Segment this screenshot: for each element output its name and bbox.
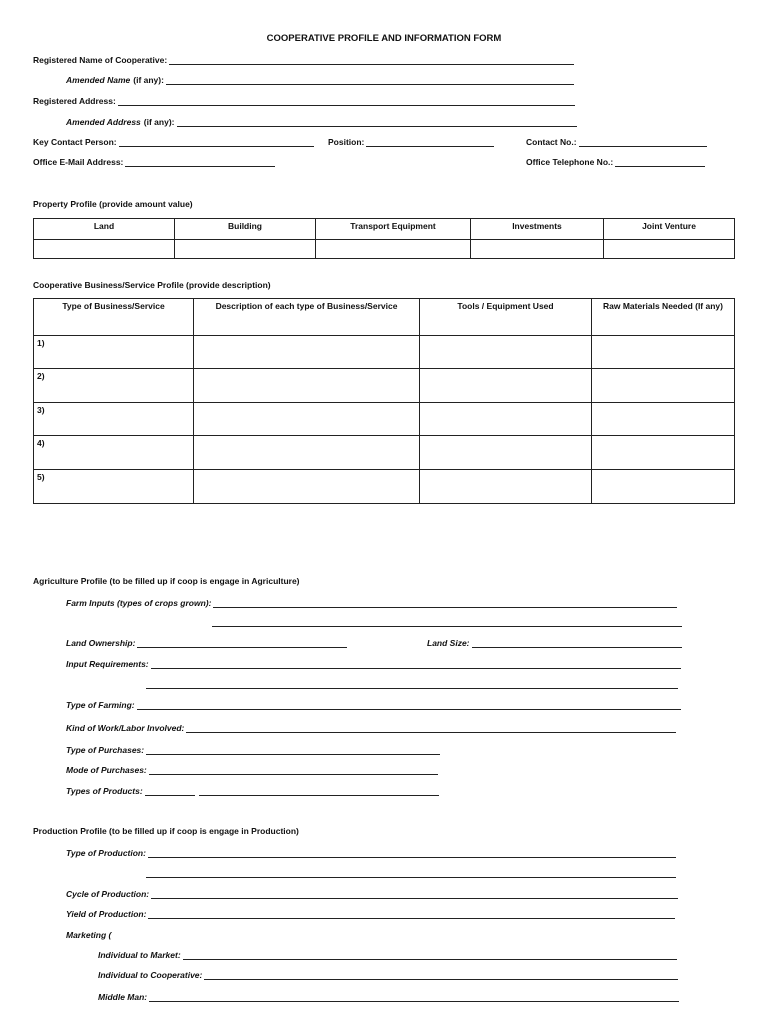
business-raw-cell[interactable] [592,470,735,504]
yield-of-production-field[interactable] [148,910,675,919]
business-col-description: Description of each type of Business/Service [194,299,420,336]
type-of-production-field[interactable] [148,849,676,858]
type-of-production-field-2[interactable] [146,869,676,878]
marketing-row [66,930,111,940]
amended-address-label: Amended Address [66,117,141,127]
key-contact-label: Key Contact Person: [33,137,117,147]
kind-of-work-row [66,723,676,733]
mode-of-purchases-row [66,765,438,775]
types-of-products-row [66,786,439,796]
cycle-of-production-row [66,889,678,899]
type-of-production-label: Type of Production: [66,848,146,858]
key-contact-field[interactable] [119,138,314,147]
amended-address-row [66,117,577,127]
agriculture-heading: Agriculture Profile (to be filled up if coop is engage in Agriculture) [33,576,300,586]
yield-of-production-label: Yield of Production: [66,909,147,919]
individual-coop-row [98,970,678,980]
table-row [34,403,735,436]
business-description-cell[interactable] [194,436,420,470]
individual-market-label: Individual to Market: [98,950,181,960]
land-size-row [427,638,682,648]
business-raw-cell[interactable] [592,436,735,470]
land-ownership-field[interactable] [137,639,347,648]
property-col-building: Building [175,219,316,240]
land-size-field[interactable] [472,639,682,648]
business-description-cell[interactable] [194,336,420,369]
business-description-cell[interactable] [194,403,420,436]
position-field[interactable] [366,138,494,147]
land-ownership-row [66,638,347,648]
input-requirements-label: Input Requirements: [66,659,149,669]
business-col-tools: Tools / Equipment Used [420,299,592,336]
property-land-cell[interactable] [34,240,175,259]
mode-of-purchases-field[interactable] [149,766,438,775]
office-tel-label: Office Telephone No.: [526,157,614,167]
business-tools-cell[interactable] [420,436,592,470]
middle-man-label: Middle Man: [98,992,148,1002]
registered-address-label: Registered Address: [33,96,116,106]
amended-name-suffix: (if any): [133,75,164,85]
business-raw-cell[interactable] [592,369,735,403]
property-col-land: Land [34,219,175,240]
business-table [33,298,735,504]
individual-coop-field[interactable] [204,971,678,980]
cycle-of-production-label: Cycle of Production: [66,889,150,899]
property-table [33,218,735,259]
office-email-field[interactable] [125,158,275,167]
middle-man-field[interactable] [149,993,679,1002]
individual-market-row [98,950,677,960]
yield-of-production-row [66,909,675,919]
office-email-row [33,157,275,167]
business-tools-cell[interactable] [420,470,592,504]
property-col-investments: Investments [471,219,604,240]
business-description-cell[interactable] [194,470,420,504]
amended-name-row [66,75,574,85]
input-requirements-field-2[interactable] [146,680,678,689]
types-of-products-field-b[interactable] [199,787,439,796]
kind-of-work-label: Kind of Work/Labor Involved: [66,723,185,733]
position-row [328,137,494,147]
business-row-number[interactable]: 4) [34,436,194,470]
business-col-type: Type of Business/Service [34,299,194,336]
type-of-farming-label: Type of Farming: [66,700,135,710]
business-description-cell[interactable] [194,369,420,403]
amended-name-field[interactable] [166,76,574,85]
farm-inputs-field-2[interactable] [212,618,682,627]
property-transport-cell[interactable] [316,240,471,259]
property-heading: Property Profile (provide amount value) [33,199,193,209]
form-title: COOPERATIVE PROFILE AND INFORMATION FORM [266,33,502,44]
farm-inputs-field[interactable] [213,599,677,608]
table-row [34,336,735,369]
land-size-label: Land Size: [427,638,470,648]
marketing-label: Marketing ( [66,930,112,940]
key-contact-row [33,137,314,147]
business-row-number[interactable]: 1) [34,336,194,369]
types-of-products-field-a[interactable] [145,787,195,796]
business-row-number[interactable]: 5) [34,470,194,504]
mode-of-purchases-label: Mode of Purchases: [66,765,147,775]
production-heading: Production Profile (to be filled up if coop is engage in Production) [33,826,299,836]
business-tools-cell[interactable] [420,336,592,369]
registered-address-field[interactable] [118,97,575,106]
business-tools-cell[interactable] [420,403,592,436]
business-raw-cell[interactable] [592,403,735,436]
property-col-transport: Transport Equipment [316,219,471,240]
table-row [34,470,735,504]
type-of-purchases-field[interactable] [146,746,440,755]
registered-name-row [33,55,574,65]
input-requirements-row [66,659,681,669]
property-investments-cell[interactable] [471,240,604,259]
business-row-number[interactable]: 2) [34,369,194,403]
table-row [34,369,735,403]
type-of-production-row [66,848,676,858]
table-row [34,436,735,470]
registered-name-field[interactable] [169,56,574,65]
input-requirements-row-2 [146,680,678,689]
amended-address-field[interactable] [177,118,577,127]
type-of-production-row-2 [146,869,676,878]
position-label: Position: [328,137,365,147]
type-of-farming-field[interactable] [137,701,681,710]
property-joint-venture-cell[interactable] [604,240,735,259]
contact-no-row [526,137,707,147]
farm-inputs-label: Farm Inputs (types of crops grown): [66,598,212,608]
individual-coop-label: Individual to Cooperative: [98,970,203,980]
business-heading: Cooperative Business/Service Profile (provide description) [33,280,271,290]
middle-man-row [98,992,679,1002]
office-tel-field[interactable] [615,158,705,167]
amended-name-label: Amended Name [66,75,131,85]
land-ownership-label: Land Ownership: [66,638,136,648]
property-col-joint-venture: Joint Venture [604,219,735,240]
business-col-raw-materials: Raw Materials Needed (If any) [592,299,735,336]
type-of-purchases-row [66,745,440,755]
amended-address-suffix: (if any): [143,117,175,127]
kind-of-work-field[interactable] [186,724,676,733]
farm-inputs-row-2 [212,618,682,627]
business-raw-cell[interactable] [592,336,735,369]
type-of-purchases-label: Type of Purchases: [66,745,145,755]
types-of-products-label: Types of Products: [66,786,143,796]
office-tel-row [526,157,705,167]
business-row-number[interactable]: 3) [34,403,194,436]
input-requirements-field[interactable] [151,660,681,669]
office-email-label: Office E-Mail Address: [33,157,124,167]
cycle-of-production-field[interactable] [151,890,678,899]
individual-market-field[interactable] [183,951,677,960]
contact-no-label: Contact No.: [526,137,577,147]
contact-no-field[interactable] [579,138,707,147]
farm-inputs-row [66,598,677,608]
property-building-cell[interactable] [175,240,316,259]
business-tools-cell[interactable] [420,369,592,403]
registered-name-label: Registered Name of Cooperative: [33,55,168,65]
registered-address-row [33,96,575,106]
type-of-farming-row [66,700,681,710]
